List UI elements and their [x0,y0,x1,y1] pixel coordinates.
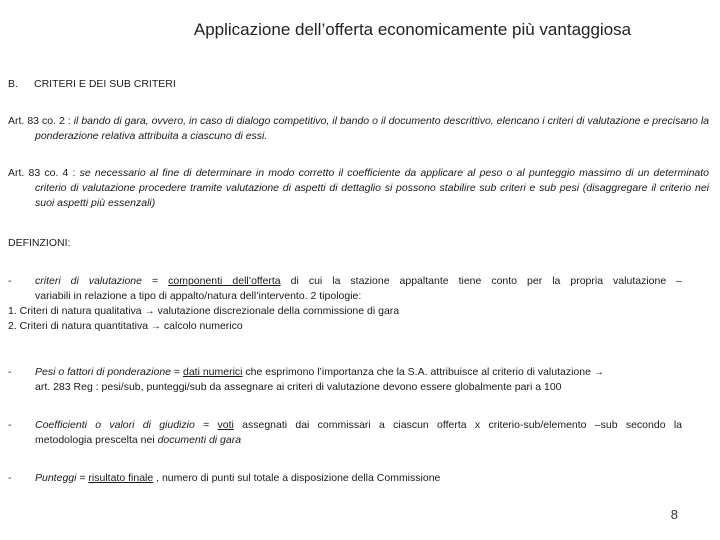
article-83-co4 [8,166,709,211]
definition-punteggi: - Punteggi = risultato finale , numero di punti sul totale a disposizione della Commissione [8,472,441,484]
definition-underlined: dati numerici [182,366,243,378]
section-title: CRITERI E DEI SUB CRITERI [34,78,176,90]
page-title: Applicazione dell’offerta economicamente più vantaggiosa [193,20,632,39]
definition-underlined: voti [217,419,234,431]
definition-term: Coefficienti o valori di giudizio [35,419,195,431]
arrow-right-icon: → [151,321,161,332]
page-number: 8 [670,507,678,522]
definition-pesi: - Pesi o fattori di ponderazione = dati numerici che esprimono l’importanza che la S.A. attribuisce al criterio di valutazione → art. 283 Reg : pesi/sub, punteggi/sub da assegnare ai criteri di valutazione devono essere globalmente pari a 100 [8,365,682,395]
dash-bullet: - [8,366,12,378]
dash-bullet: - [8,275,12,287]
dash-bullet: - [8,472,12,484]
arrow-right-icon: → [144,306,155,317]
section-letter: B. [8,78,18,90]
criteria-item-2: 2. Criteri di natura quantitativa → calcolo numerico [8,320,243,332]
definition-term: Pesi o fattori di ponderazione [35,366,172,378]
article-ref: Art. 83 co. 4 : [8,167,76,179]
definition-term: Punteggi [35,472,77,484]
article-text: il bando di gara, ovvero, in caso di dialogo competitivo, il bando o il documento descrittivo, elencano i criteri di valutazione e precisano la ponderazione relativa attribuita a ciascuno di essi. [35,115,709,142]
definition-line2: metodologia prescelta nei documenti di gara [35,434,242,446]
section-heading [8,78,176,90]
definition-criteri: - criteri di valutazione = componenti dell’offerta di cui la stazione appaltante tiene conto per la propria valutazione – variabili in relazione a tipo di appalto/natura dell’intervento. 2 tipologie: 1. Criteri di natura qualitativa → valutazione discrezionale della commissione di gara 2. Criteri di natura quantitativa → calcolo numerico [8,275,683,332]
criteria-item-1: 1. Criteri di natura qualitativa → valutazione discrezionale della commissione di gara [8,305,400,317]
article-83-co2 [8,114,709,144]
definition-line2: variabili in relazione a tipo di appalto/natura dell’intervento. 2 tipologie: [35,290,362,302]
definition-coefficienti: - Coefficienti o valori di giudizio = voti assegnati dai commissari a ciascun offerta x criterio-sub/elemento –sub secondo la metodologia prescelta nei documenti di gara [8,419,682,446]
definition-underlined: risultato finale [88,472,154,484]
dash-bullet: - [8,419,12,431]
definitions-label: DEFINZIONI: [8,237,71,249]
definition-line2: art. 283 Reg : pesi/sub, punteggi/sub da assegnare ai criteri di valutazione devono essere globalmente pari a 100 [35,381,562,393]
definition-term: criteri di valutazione [35,275,142,287]
definition-underlined: componenti dell’offerta [168,275,281,287]
arrow-right-icon: → [593,367,604,378]
article-text: se necessario al fine di determinare in modo corretto il coefficiente da applicare al peso o al punteggio massimo di un determinato criterio di valutazione procedere tramite valutazione di aspetti di dettaglio si possono stabilire sub criteri e sub pesi (disaggregare il criterio nei suoi aspetti più essenzali) [35,167,710,209]
article-ref: Art. 83 co. 2 : [8,115,71,127]
